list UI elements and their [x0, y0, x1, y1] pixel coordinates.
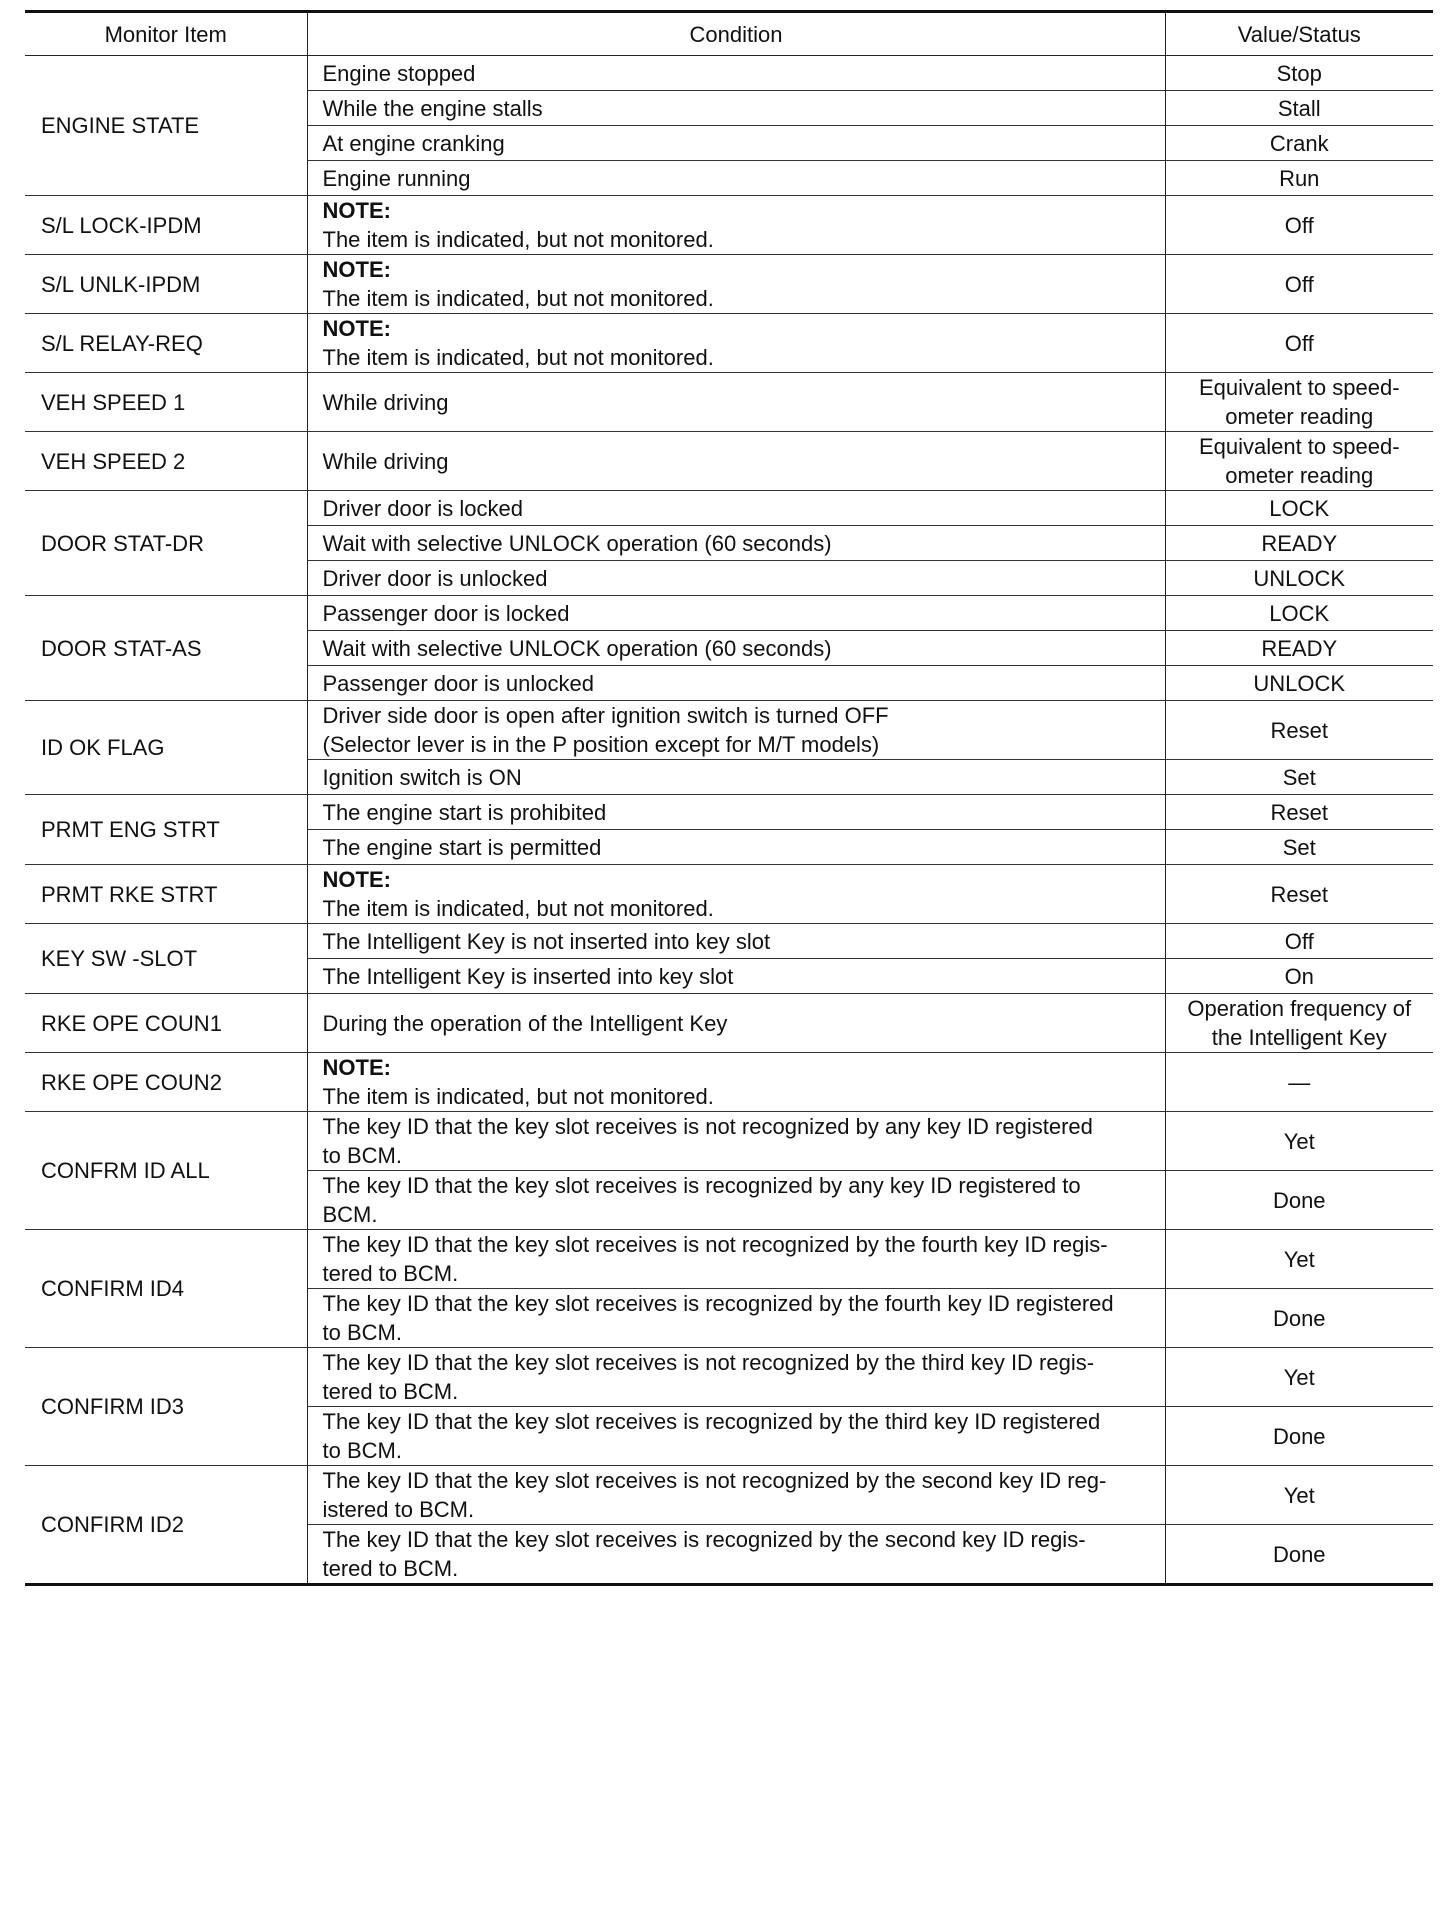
header-monitor-item: Monitor Item	[25, 12, 307, 56]
note-label: NOTE:	[322, 198, 391, 223]
condition-cell	[307, 1407, 1165, 1466]
value-text: ometer reading	[1225, 404, 1374, 429]
monitor-item-document	[25, 10, 1433, 1586]
value-text: the Intelligent Key	[1211, 1025, 1387, 1050]
condition-text: The key ID that the key slot receives is recognized by the second key ID regis-	[322, 1527, 1086, 1552]
condition-text: tered to BCM.	[322, 1556, 459, 1581]
value-status-cell: Done	[1165, 1171, 1433, 1230]
table-row	[25, 1112, 1433, 1171]
condition-cell	[307, 865, 1165, 924]
condition-cell	[307, 1289, 1165, 1348]
value-status-cell: LOCK	[1165, 491, 1433, 526]
condition-cell	[307, 1112, 1165, 1171]
value-status-cell: Off	[1165, 314, 1433, 373]
monitor-item-cell: VEH SPEED 1	[25, 373, 307, 432]
condition-cell	[307, 1348, 1165, 1407]
table-row	[25, 255, 1433, 314]
condition-cell: While driving	[307, 373, 1165, 432]
monitor-item-cell: PRMT RKE STRT	[25, 865, 307, 924]
condition-cell: The engine start is permitted	[307, 830, 1165, 865]
table-row	[25, 596, 1433, 631]
value-text: ometer reading	[1225, 463, 1374, 488]
value-status-cell: Off	[1165, 924, 1433, 959]
condition-cell	[307, 196, 1165, 255]
value-text: Equivalent to speed-	[1198, 434, 1400, 459]
note-label: NOTE:	[322, 316, 391, 341]
condition-cell: Passenger door is locked	[307, 596, 1165, 631]
header-condition: Condition	[307, 12, 1165, 56]
monitor-item-cell: PRMT ENG STRT	[25, 795, 307, 865]
condition-cell	[307, 1171, 1165, 1230]
table-row	[25, 1230, 1433, 1289]
condition-cell: Engine stopped	[307, 56, 1165, 91]
table-row	[25, 994, 1433, 1053]
condition-text: to BCM.	[322, 1143, 402, 1168]
value-status-cell: Crank	[1165, 126, 1433, 161]
value-status-cell: —	[1165, 1053, 1433, 1112]
value-status-cell: Yet	[1165, 1348, 1433, 1407]
condition-cell: The Intelligent Key is inserted into key slot	[307, 959, 1165, 994]
value-status-cell: UNLOCK	[1165, 561, 1433, 596]
condition-text: istered to BCM.	[322, 1497, 475, 1522]
value-text: Operation frequency of	[1187, 996, 1412, 1021]
monitor-item-cell: DOOR STAT-DR	[25, 491, 307, 596]
condition-text: The key ID that the key slot receives is recognized by any key ID registered to	[322, 1173, 1081, 1198]
table-row	[25, 1466, 1433, 1525]
value-status-cell	[1165, 373, 1433, 432]
note-text: The item is indicated, but not monitored.	[322, 345, 714, 370]
table-row	[25, 795, 1433, 830]
note-text: The item is indicated, but not monitored.	[322, 286, 714, 311]
note-label: NOTE:	[322, 1055, 391, 1080]
monitor-item-cell: CONFRM ID ALL	[25, 1112, 307, 1230]
value-status-cell: LOCK	[1165, 596, 1433, 631]
value-status-cell	[1165, 432, 1433, 491]
note-label: NOTE:	[322, 867, 391, 892]
condition-cell: Wait with selective UNLOCK operation (60 seconds)	[307, 526, 1165, 561]
value-status-cell: READY	[1165, 526, 1433, 561]
monitor-item-cell: CONFIRM ID3	[25, 1348, 307, 1466]
monitor-item-cell: KEY SW -SLOT	[25, 924, 307, 994]
condition-text: The key ID that the key slot receives is recognized by the third key ID registered	[322, 1409, 1101, 1434]
table-body	[25, 56, 1433, 1585]
value-status-cell: Done	[1165, 1525, 1433, 1585]
condition-text: BCM.	[322, 1202, 378, 1227]
condition-text: tered to BCM.	[322, 1261, 459, 1286]
value-status-cell: Reset	[1165, 795, 1433, 830]
value-status-cell: Yet	[1165, 1230, 1433, 1289]
condition-cell	[307, 1525, 1165, 1585]
value-status-cell: Yet	[1165, 1112, 1433, 1171]
value-status-cell: Reset	[1165, 865, 1433, 924]
condition-text: (Selector lever is in the P position except for M/T models)	[322, 732, 880, 757]
condition-cell	[307, 255, 1165, 314]
condition-text: to BCM.	[322, 1320, 402, 1345]
value-status-cell: Reset	[1165, 701, 1433, 760]
table-row	[25, 432, 1433, 491]
monitor-item-cell: VEH SPEED 2	[25, 432, 307, 491]
value-status-cell: READY	[1165, 631, 1433, 666]
condition-cell	[307, 1053, 1165, 1112]
value-status-cell: On	[1165, 959, 1433, 994]
condition-cell: Driver door is unlocked	[307, 561, 1165, 596]
condition-text: Driver side door is open after ignition switch is turned OFF	[322, 703, 889, 728]
condition-text: The key ID that the key slot receives is recognized by the fourth key ID registered	[322, 1291, 1114, 1316]
note-text: The item is indicated, but not monitored.	[322, 227, 714, 252]
monitor-item-cell: S/L RELAY-REQ	[25, 314, 307, 373]
monitor-item-table	[25, 10, 1433, 1586]
value-status-cell: Stop	[1165, 56, 1433, 91]
table-row	[25, 1053, 1433, 1112]
table-row	[25, 314, 1433, 373]
value-status-cell: Off	[1165, 196, 1433, 255]
note-text: The item is indicated, but not monitored.	[322, 1084, 714, 1109]
condition-cell: Ignition switch is ON	[307, 760, 1165, 795]
condition-cell	[307, 1230, 1165, 1289]
value-status-cell: Done	[1165, 1289, 1433, 1348]
value-status-cell: Set	[1165, 830, 1433, 865]
condition-cell: During the operation of the Intelligent Key	[307, 994, 1165, 1053]
condition-cell: Driver door is locked	[307, 491, 1165, 526]
condition-text: The key ID that the key slot receives is not recognized by the second key ID reg-	[322, 1468, 1107, 1493]
monitor-item-cell: S/L LOCK-IPDM	[25, 196, 307, 255]
condition-cell	[307, 314, 1165, 373]
monitor-item-cell: ID OK FLAG	[25, 701, 307, 795]
monitor-item-cell: CONFIRM ID2	[25, 1466, 307, 1585]
condition-cell: The Intelligent Key is not inserted into key slot	[307, 924, 1165, 959]
condition-text: tered to BCM.	[322, 1379, 459, 1404]
monitor-item-cell: DOOR STAT-AS	[25, 596, 307, 701]
table-row	[25, 56, 1433, 91]
table-row	[25, 865, 1433, 924]
condition-cell: Engine running	[307, 161, 1165, 196]
value-status-cell: UNLOCK	[1165, 666, 1433, 701]
table-row	[25, 924, 1433, 959]
monitor-item-cell: ENGINE STATE	[25, 56, 307, 196]
monitor-item-cell: RKE OPE COUN2	[25, 1053, 307, 1112]
condition-cell	[307, 701, 1165, 760]
condition-cell: Wait with selective UNLOCK operation (60 seconds)	[307, 631, 1165, 666]
value-status-cell: Off	[1165, 255, 1433, 314]
condition-cell	[307, 1466, 1165, 1525]
value-text: Equivalent to speed-	[1198, 375, 1400, 400]
monitor-item-cell: S/L UNLK-IPDM	[25, 255, 307, 314]
condition-cell: While driving	[307, 432, 1165, 491]
condition-text: The key ID that the key slot receives is not recognized by any key ID registered	[322, 1114, 1093, 1139]
table-row	[25, 373, 1433, 432]
value-status-cell: Yet	[1165, 1466, 1433, 1525]
table-row	[25, 701, 1433, 760]
value-status-cell: Set	[1165, 760, 1433, 795]
value-status-cell: Done	[1165, 1407, 1433, 1466]
table-row	[25, 491, 1433, 526]
note-label: NOTE:	[322, 257, 391, 282]
monitor-item-cell: RKE OPE COUN1	[25, 994, 307, 1053]
table-header-row	[25, 12, 1433, 56]
table-row	[25, 1348, 1433, 1407]
condition-cell: Passenger door is unlocked	[307, 666, 1165, 701]
value-status-cell: Run	[1165, 161, 1433, 196]
condition-text: to BCM.	[322, 1438, 402, 1463]
value-status-cell: Stall	[1165, 91, 1433, 126]
table-row	[25, 196, 1433, 255]
condition-cell: At engine cranking	[307, 126, 1165, 161]
condition-cell: While the engine stalls	[307, 91, 1165, 126]
monitor-item-cell: CONFIRM ID4	[25, 1230, 307, 1348]
header-value-status: Value/Status	[1165, 12, 1433, 56]
note-text: The item is indicated, but not monitored.	[322, 896, 714, 921]
condition-cell: The engine start is prohibited	[307, 795, 1165, 830]
condition-text: The key ID that the key slot receives is not recognized by the third key ID regis-	[322, 1350, 1095, 1375]
value-status-cell	[1165, 994, 1433, 1053]
condition-text: The key ID that the key slot receives is not recognized by the fourth key ID regis-	[322, 1232, 1108, 1257]
